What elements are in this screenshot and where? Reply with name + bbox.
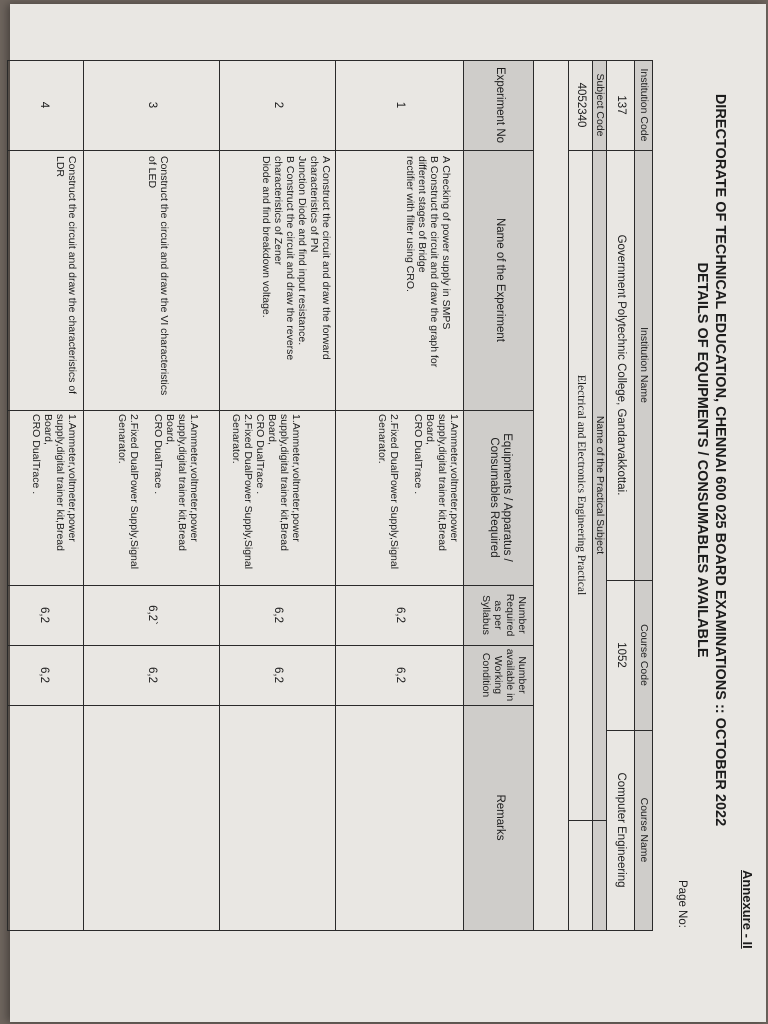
row-4-equipment: 1.Ammeter,voltmeter,power supply,digital trainer kit,Bread Board, CRO DualTrace . xyxy=(29,414,78,551)
practical-subject-label: Name of the Practical Subject xyxy=(594,415,606,555)
institution-code-value: 137 xyxy=(615,95,627,115)
row-3-no: 3 xyxy=(146,101,158,109)
row-4-no: 4 xyxy=(38,101,50,109)
row-4-name: Construct the circuit and draw the characteristics of LDR xyxy=(53,156,78,395)
course-name-label: Course Name xyxy=(638,797,650,863)
row-3-name: Construct the circuit and draw the VI characteristics of LED xyxy=(145,156,170,396)
subject-code-label: Subject Code xyxy=(594,73,606,137)
row-3-available: 6,2 xyxy=(146,667,158,683)
col-header-exp-no: Experiment No xyxy=(494,66,506,144)
row-1-no: 1 xyxy=(394,101,406,109)
row-1-required: 6,2 xyxy=(394,607,406,623)
row-2-no: 2 xyxy=(272,101,284,109)
row-1-equipment: 1.Ammeter,voltmeter,power supply,digital trainer kit,Bread Board, CRO DualTrace . 2.Fixed DualPower Supply,Signal Genarator. xyxy=(375,414,460,570)
institution-name-label: Institution Name xyxy=(638,327,650,403)
header-line-1: DIRECTORATE OF TECHNICAL EDUCATION, CHENNAI 600 025 BOARD EXAMINATIONS :: OCTOBER 2022 xyxy=(712,93,728,827)
row-2-name: A Construct the circuit and draw the forward characteristics of PN Junction Diode and find input resistance. B Construct the circuit and draw the reverse characteristics of Zener Diode and find breakdown voltage. xyxy=(259,156,332,361)
row-1-available: 6,2 xyxy=(394,667,406,683)
row-3-required: 6,2` xyxy=(146,605,158,625)
page-no-label: Page No: xyxy=(676,880,688,928)
course-code-label: Course Code xyxy=(638,624,650,686)
header-line-2: DETAILS OF EQUIPMENTS / CONSUMABLES AVAILABLE xyxy=(694,262,710,658)
row-3-equipment: 1.Ammeter,voltmeter,power supply,digital trainer kit,Bread Board, CRO DualTrace . 2.Fixed DualPower Supply,Signal Genarator. xyxy=(115,414,200,570)
course-name-value: Computer Engineering xyxy=(615,772,627,888)
row-2-equipment: 1.Ammeter,voltmeter,power supply,digital trainer kit,Bread Board, CRO DualTrace . 2.Fixed DualPower Supply,Signal Genarator. xyxy=(229,414,302,570)
row-1-name: A Checking of power supply in SMPS B Construct the circuit and draw the graph for different stages of Bridge rectifier with filter using CRO. xyxy=(403,156,452,368)
subject-code-value: 4052340 xyxy=(575,82,587,128)
col-header-equipment: Equipments / Apparatus / Consumables Required xyxy=(487,433,513,562)
col-header-available: Number available in Working Condition xyxy=(479,648,528,702)
practical-subject-value: Electrical and Electronics Engineering Practical xyxy=(575,374,587,596)
row-2-required: 6,2 xyxy=(272,607,284,623)
institution-code-label: Institution Code xyxy=(638,68,650,142)
col-header-required: Number Required as per Syllabus xyxy=(479,593,528,637)
annexure-label: Annexure - II xyxy=(740,870,755,949)
col-header-name: Name of the Experiment xyxy=(494,217,506,342)
course-code-value: 1052 xyxy=(615,642,627,668)
row-4-available: 6,2 xyxy=(38,667,50,683)
row-2-available: 6,2 xyxy=(272,667,284,683)
institution-name-value: Government Polytechnic College, Gandarvakkottai. xyxy=(615,234,627,496)
row-4-required: 6,2 xyxy=(38,607,50,623)
col-header-remarks: Remarks xyxy=(494,794,506,841)
